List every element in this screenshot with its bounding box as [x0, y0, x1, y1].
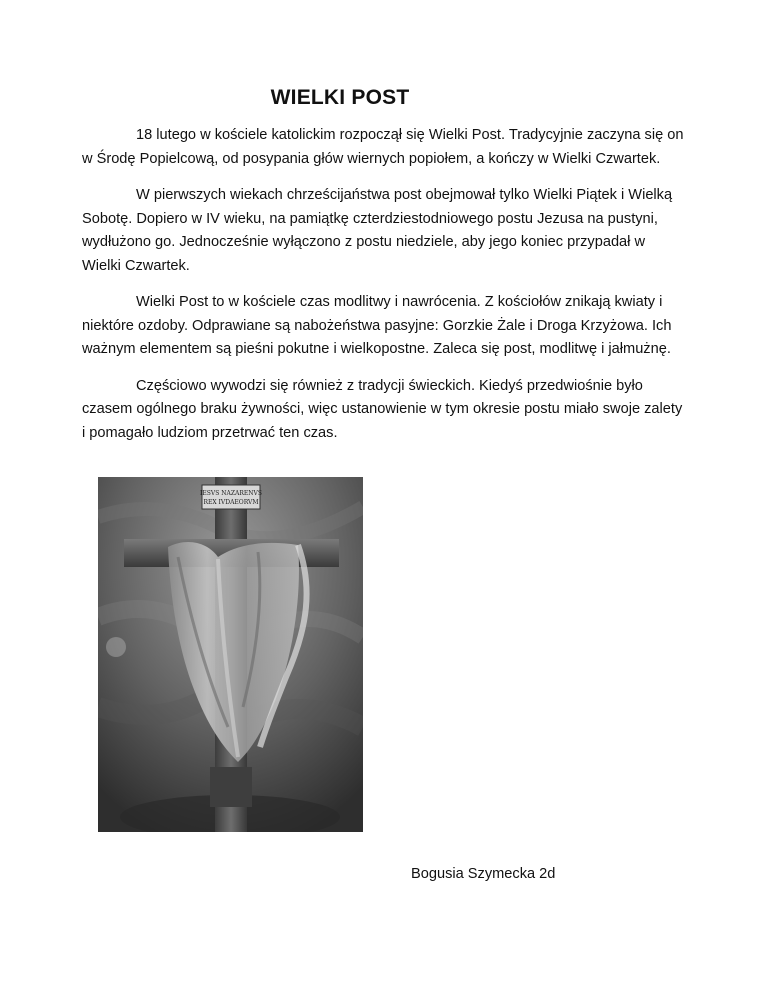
paragraph-2: W pierwszych wiekach chrześcijaństwa post obejmował tylko Wielki Piątek i Wielką Sobotę. Dopiero w IV wieku, na pamiątkę czterdziestodniowego postu Jezusa na pustyni, wydłużono go. Jednocześnie wyłączono z postu niedziele, aby jego koniec przypadał w Wielki Czwartek.	[82, 187, 673, 274]
author-signature: Bogusia Szymecka 2d	[411, 866, 556, 882]
cross-painting-illustration	[98, 477, 363, 832]
article-body	[82, 124, 684, 458]
paragraph-4: Częściowo wywodzi się również z tradycji świeckich. Kiedyś przedwiośnie było czasem ogólnego braku żywności, więc ustanowienie w tym okresie postu miało swoje zalety i pomagało ludziom przetrwać ten czas.	[82, 377, 683, 441]
paragraph-3: Wielki Post to w kościele czas modlitwy i nawrócenia. Z kościołów znikają kwiaty i niektóre ozdoby. Odprawiane są nabożeństwa pasyjne: Gorzkie Żale i Droga Krzyżowa. Ich ważnym elementem są pieśni pokutne i wielkopostne. Zaleca się post, modlitwę i jałmużnę.	[82, 294, 672, 357]
inscription-line-1: IESVS NAZARENVS	[200, 490, 262, 497]
document-title: WIELKI POST	[270, 86, 410, 109]
paragraph-1: 18 lutego w kościele katolickim rozpoczął się Wielki Post. Tradycyjnie zaczyna się on w Środę Popielcową, od posypania głów wiernych popiołem, a kończy w Wielki Czwartek.	[82, 127, 684, 167]
inscription-line-2: REX IVDAEORVM	[203, 499, 259, 506]
cross-painting-image	[98, 477, 363, 832]
